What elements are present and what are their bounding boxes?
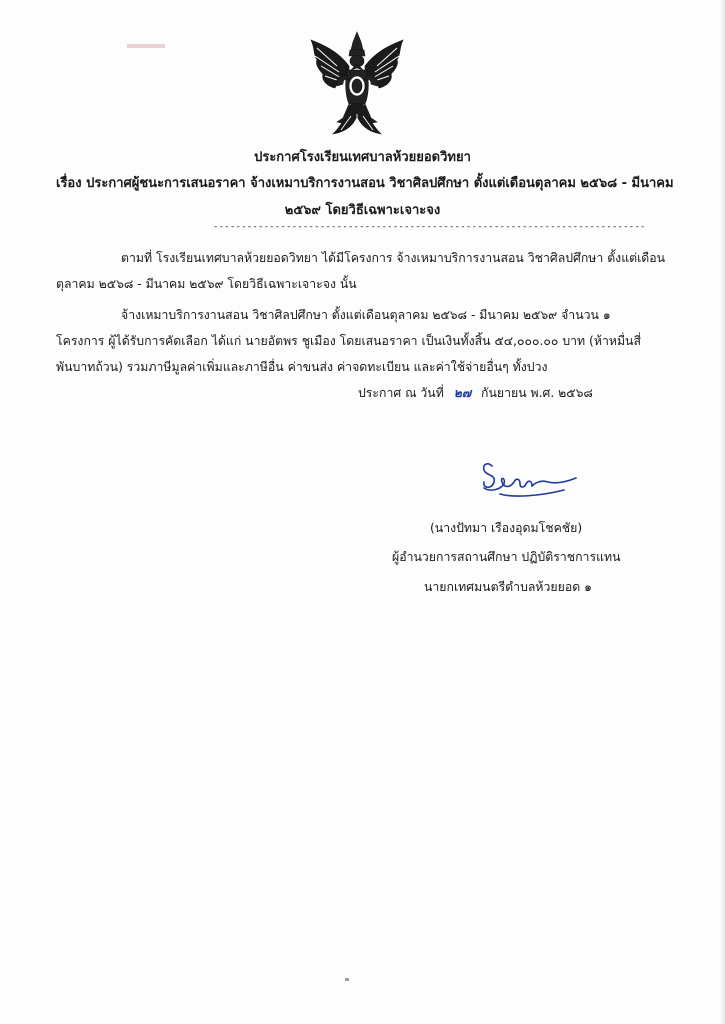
- signatory-name: (นางปัทมา เรืองอุดมโชคชัย): [430, 521, 583, 535]
- date-suffix: กันยายน พ.ศ. ๒๕๖๘: [481, 386, 593, 400]
- subject-line-2: ๒๕๖๙ โดยวิธีเฉพาะเจาะจง: [284, 203, 441, 218]
- subject-line-1: เรื่อง ประกาศผู้ชนะการเสนอราคา จ้างเหมาบริการงานสอน วิชาศิลปศึกษา ตั้งแต่เดือนตุลาคม ๒๕๖๘ - มีนาคม: [56, 176, 674, 191]
- paragraph-1-line-2: ตุลาคม ๒๕๖๘ - มีนาคม ๒๕๖๙ โดยวิธีเฉพาะเจาะจง นั้น: [56, 277, 357, 291]
- date-day-handwritten: ๒๗: [453, 386, 472, 400]
- document-title: ประกาศโรงเรียนเทศบาลห้วยยอดวิทยา: [254, 150, 471, 165]
- signatory-position-1: ผู้อำนวยการสถานศึกษา ปฏิบัติราชการแทน: [392, 550, 621, 564]
- page-edge-shadow: [719, 0, 725, 1024]
- signatory-position-2: นายกเทศมนตรีตำบลห้วยยอด ๑: [424, 580, 592, 594]
- paragraph-2-line-3: พันบาทถ้วน) รวมภาษีมูลค่าเพิ่มและภาษีอื่น ค่าขนส่ง ค่าจดทะเบียน และค่าใช้จ่ายอื่นๆ ทั้งปวง: [56, 360, 548, 374]
- paragraph-1-line-1: ตามที่ โรงเรียนเทศบาลห้วยยอดวิทยา ได้มีโครงการ จ้างเหมาบริการงานสอน วิชาศิลปศึกษา ตั้งแต่เดือน: [121, 251, 666, 265]
- scan-speck: [345, 978, 349, 981]
- paragraph-2-line-1: จ้างเหมาบริการงานสอน วิชาศิลปศึกษา ตั้งแต่เดือนตุลาคม ๒๕๖๘ - มีนาคม ๒๕๖๙ จำนวน ๑: [121, 308, 611, 322]
- handwritten-signature-icon: [470, 458, 580, 506]
- faint-stamp-mark: [127, 44, 165, 48]
- paragraph-2-line-2: โครงการ ผู้ได้รับการคัดเลือก ได้แก่ นายอัตพร ชูเมือง โดยเสนอราคา เป็นเงินทั้งสิ้น ๕๔,๐๐๐.๐๐ บาท (ห้าหมื่นสี่: [56, 334, 641, 348]
- date-prefix: ประกาศ ณ วันที่: [358, 386, 444, 400]
- garuda-emblem-icon: [307, 30, 407, 138]
- announcement-date: [358, 384, 593, 403]
- divider-line: -----------------------------------------------------------------------------: [213, 222, 646, 232]
